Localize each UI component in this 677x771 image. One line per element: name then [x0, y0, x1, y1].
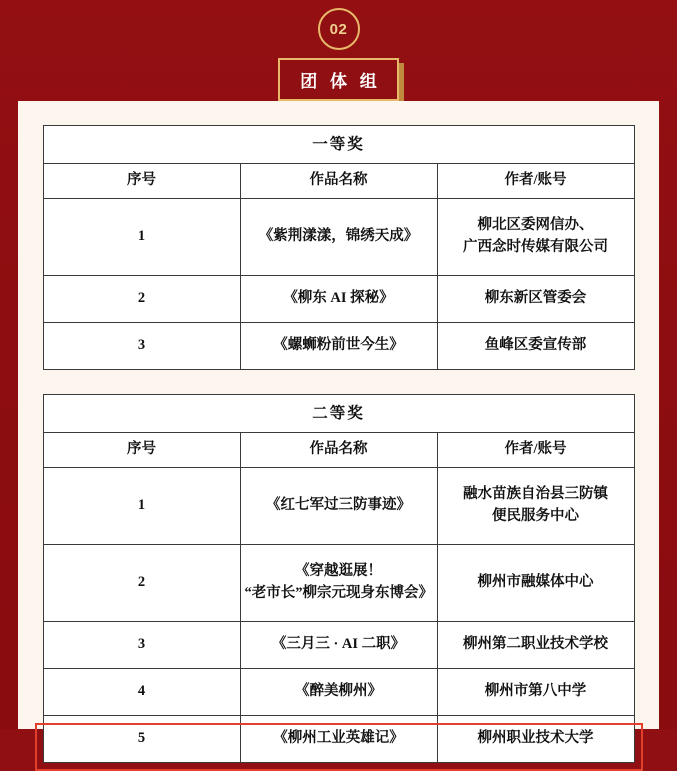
cell-work: 《醉美柳州》 [240, 669, 437, 716]
table-title: 二等奖 [43, 395, 634, 433]
column-header-author: 作者/账号 [437, 164, 634, 199]
cell-author: 柳州市第八中学 [437, 669, 634, 716]
cell-work: 《柳州工业英雄记》 [240, 716, 437, 763]
cell-author: 柳州职业技术大学 [437, 716, 634, 763]
cell-no: 3 [43, 323, 240, 370]
table-title: 一等奖 [43, 126, 634, 164]
column-header-no: 序号 [43, 433, 240, 468]
table-row [43, 669, 634, 716]
section-label: 团 体 组 [278, 58, 398, 101]
second-prize-block [43, 394, 635, 763]
cell-work: 《紫荆漾漾，锦绣天成》 [240, 199, 437, 276]
cell-work [240, 545, 437, 622]
cell-no: 2 [43, 276, 240, 323]
table-row [43, 545, 634, 622]
cell-author-line: 融水苗族自治县三防镇 [463, 486, 608, 503]
cell-no: 5 [43, 716, 240, 763]
cell-author-line: 便民服务中心 [492, 508, 579, 524]
column-header-no: 序号 [43, 164, 240, 199]
cell-author [437, 468, 634, 545]
cell-author-line: 广西念时传媒有限公司 [463, 239, 608, 255]
cell-no: 1 [43, 468, 240, 545]
cell-no: 1 [43, 199, 240, 276]
table-row [43, 468, 634, 545]
column-header-author: 作者/账号 [437, 433, 634, 468]
cell-author: 鱼峰区委宣传部 [437, 323, 634, 370]
cell-author [437, 199, 634, 276]
table-row [43, 276, 634, 323]
second-prize-table [43, 394, 635, 763]
table-header-row [43, 433, 634, 468]
cell-no: 4 [43, 669, 240, 716]
cell-author: 柳州第二职业技术学校 [437, 622, 634, 669]
table-row [43, 622, 634, 669]
cell-author: 柳东新区管委会 [437, 276, 634, 323]
cell-work: 《螺蛳粉前世今生》 [240, 323, 437, 370]
cell-author: 柳州市融媒体中心 [437, 545, 634, 622]
cell-work: 《三月三 · AI 二职》 [240, 622, 437, 669]
table-title-row [43, 126, 634, 164]
table-row [43, 199, 634, 276]
table-header-row [43, 164, 634, 199]
first-prize-block [43, 125, 635, 370]
section-number-badge: 02 [318, 8, 360, 50]
column-header-work: 作品名称 [240, 164, 437, 199]
cell-work-line: “老市长”柳宗元现身东博会》 [244, 585, 433, 601]
first-prize-table [43, 125, 635, 370]
column-header-work: 作品名称 [240, 433, 437, 468]
cell-no: 3 [43, 622, 240, 669]
cell-work: 《红七军过三防事迹》 [240, 468, 437, 545]
awards-panel [18, 101, 659, 747]
table-row-highlighted [43, 716, 634, 763]
section-header [0, 8, 677, 101]
cell-work: 《柳东 AI 探秘》 [240, 276, 437, 323]
table-row [43, 323, 634, 370]
table-gap [18, 370, 659, 394]
cell-author-line: 柳北区委网信办、 [477, 217, 594, 234]
table-title-row [43, 395, 634, 433]
section-label-wrap [278, 58, 398, 101]
cell-work-line: 《穿越逛展！ [295, 563, 382, 580]
cell-no: 2 [43, 545, 240, 622]
